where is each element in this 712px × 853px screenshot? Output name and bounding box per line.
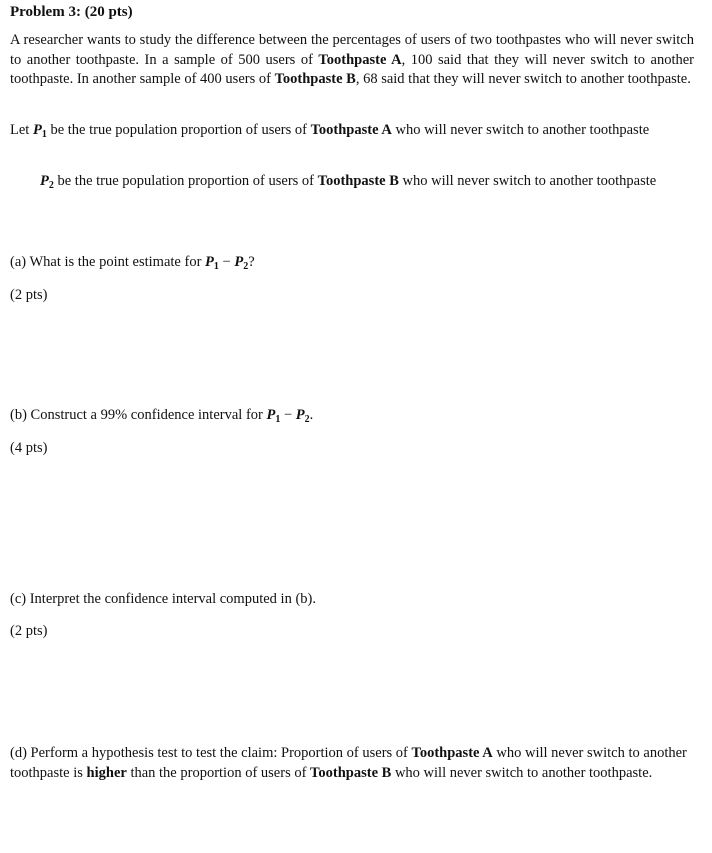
part-d-higher: higher [86,764,127,781]
intro-part3: , 68 said that they will never switch to another toothpaste. [355,71,691,87]
problem-intro [10,31,694,90]
p2-expr: $P_2$ [234,254,249,272]
part-b-points: (4 pts) [10,440,48,456]
definition-p2 [10,172,694,196]
intro-brand-a: Toothpaste A [318,51,402,68]
p2-symbol: $P_2$ [40,173,54,191]
p1-expr: $P_1$ [266,407,281,425]
part-d-question: (d) Perform a hypothesis test to test the claim: Proportion of users of Toothpaste A who will never switch to another toothpaste is higher than the proportion of users of Toothpaste B who will never switch to another toothpaste. [10,745,687,781]
p1-text-b: who will never switch to another toothpaste [391,122,650,138]
part-d-brand-b: Toothpaste B [310,764,392,781]
part-a-question: (a) What is the point estimate for $P_1 - P_2$? [10,254,255,272]
part-d-brand-a: Toothpaste A [411,745,493,761]
intro-part1: A researcher wants to study the difference between the percentages of users of two toothpastes who will never switch to another toothpaste. In a sample of 500 users of [10,32,694,68]
definition-p1 [10,121,694,145]
p2-expr: $P_2$ [295,407,310,425]
part-c-question: (c) Interpret the confidence interval computed in (b). [10,591,316,607]
problem-title: Problem 3: (20 pts) [10,4,133,20]
part-a-points: (2 pts) [10,287,48,303]
p2-text-a: be the true population proportion of users of [53,173,318,189]
p1-symbol: $P_1$ [32,122,47,140]
part-b-question: (b) Construct a 99% confidence interval for $P_1 - P_2$. [10,407,314,425]
p2-text-b: who will never switch to another toothpaste [398,173,657,189]
let-label: Let [10,122,30,138]
p1-expr: $P_1$ [205,254,219,272]
part-c-points: (2 pts) [10,623,48,639]
intro-part2: , 100 said that they will never switch to another toothpaste. In another sample of 400 users of [10,51,694,87]
intro-brand-b: Toothpaste B [274,71,356,87]
p1-text-a: be the true population proportion of users of [46,122,311,138]
p1-brand: Toothpaste A [310,122,392,138]
p2-brand: Toothpaste B [317,173,399,189]
